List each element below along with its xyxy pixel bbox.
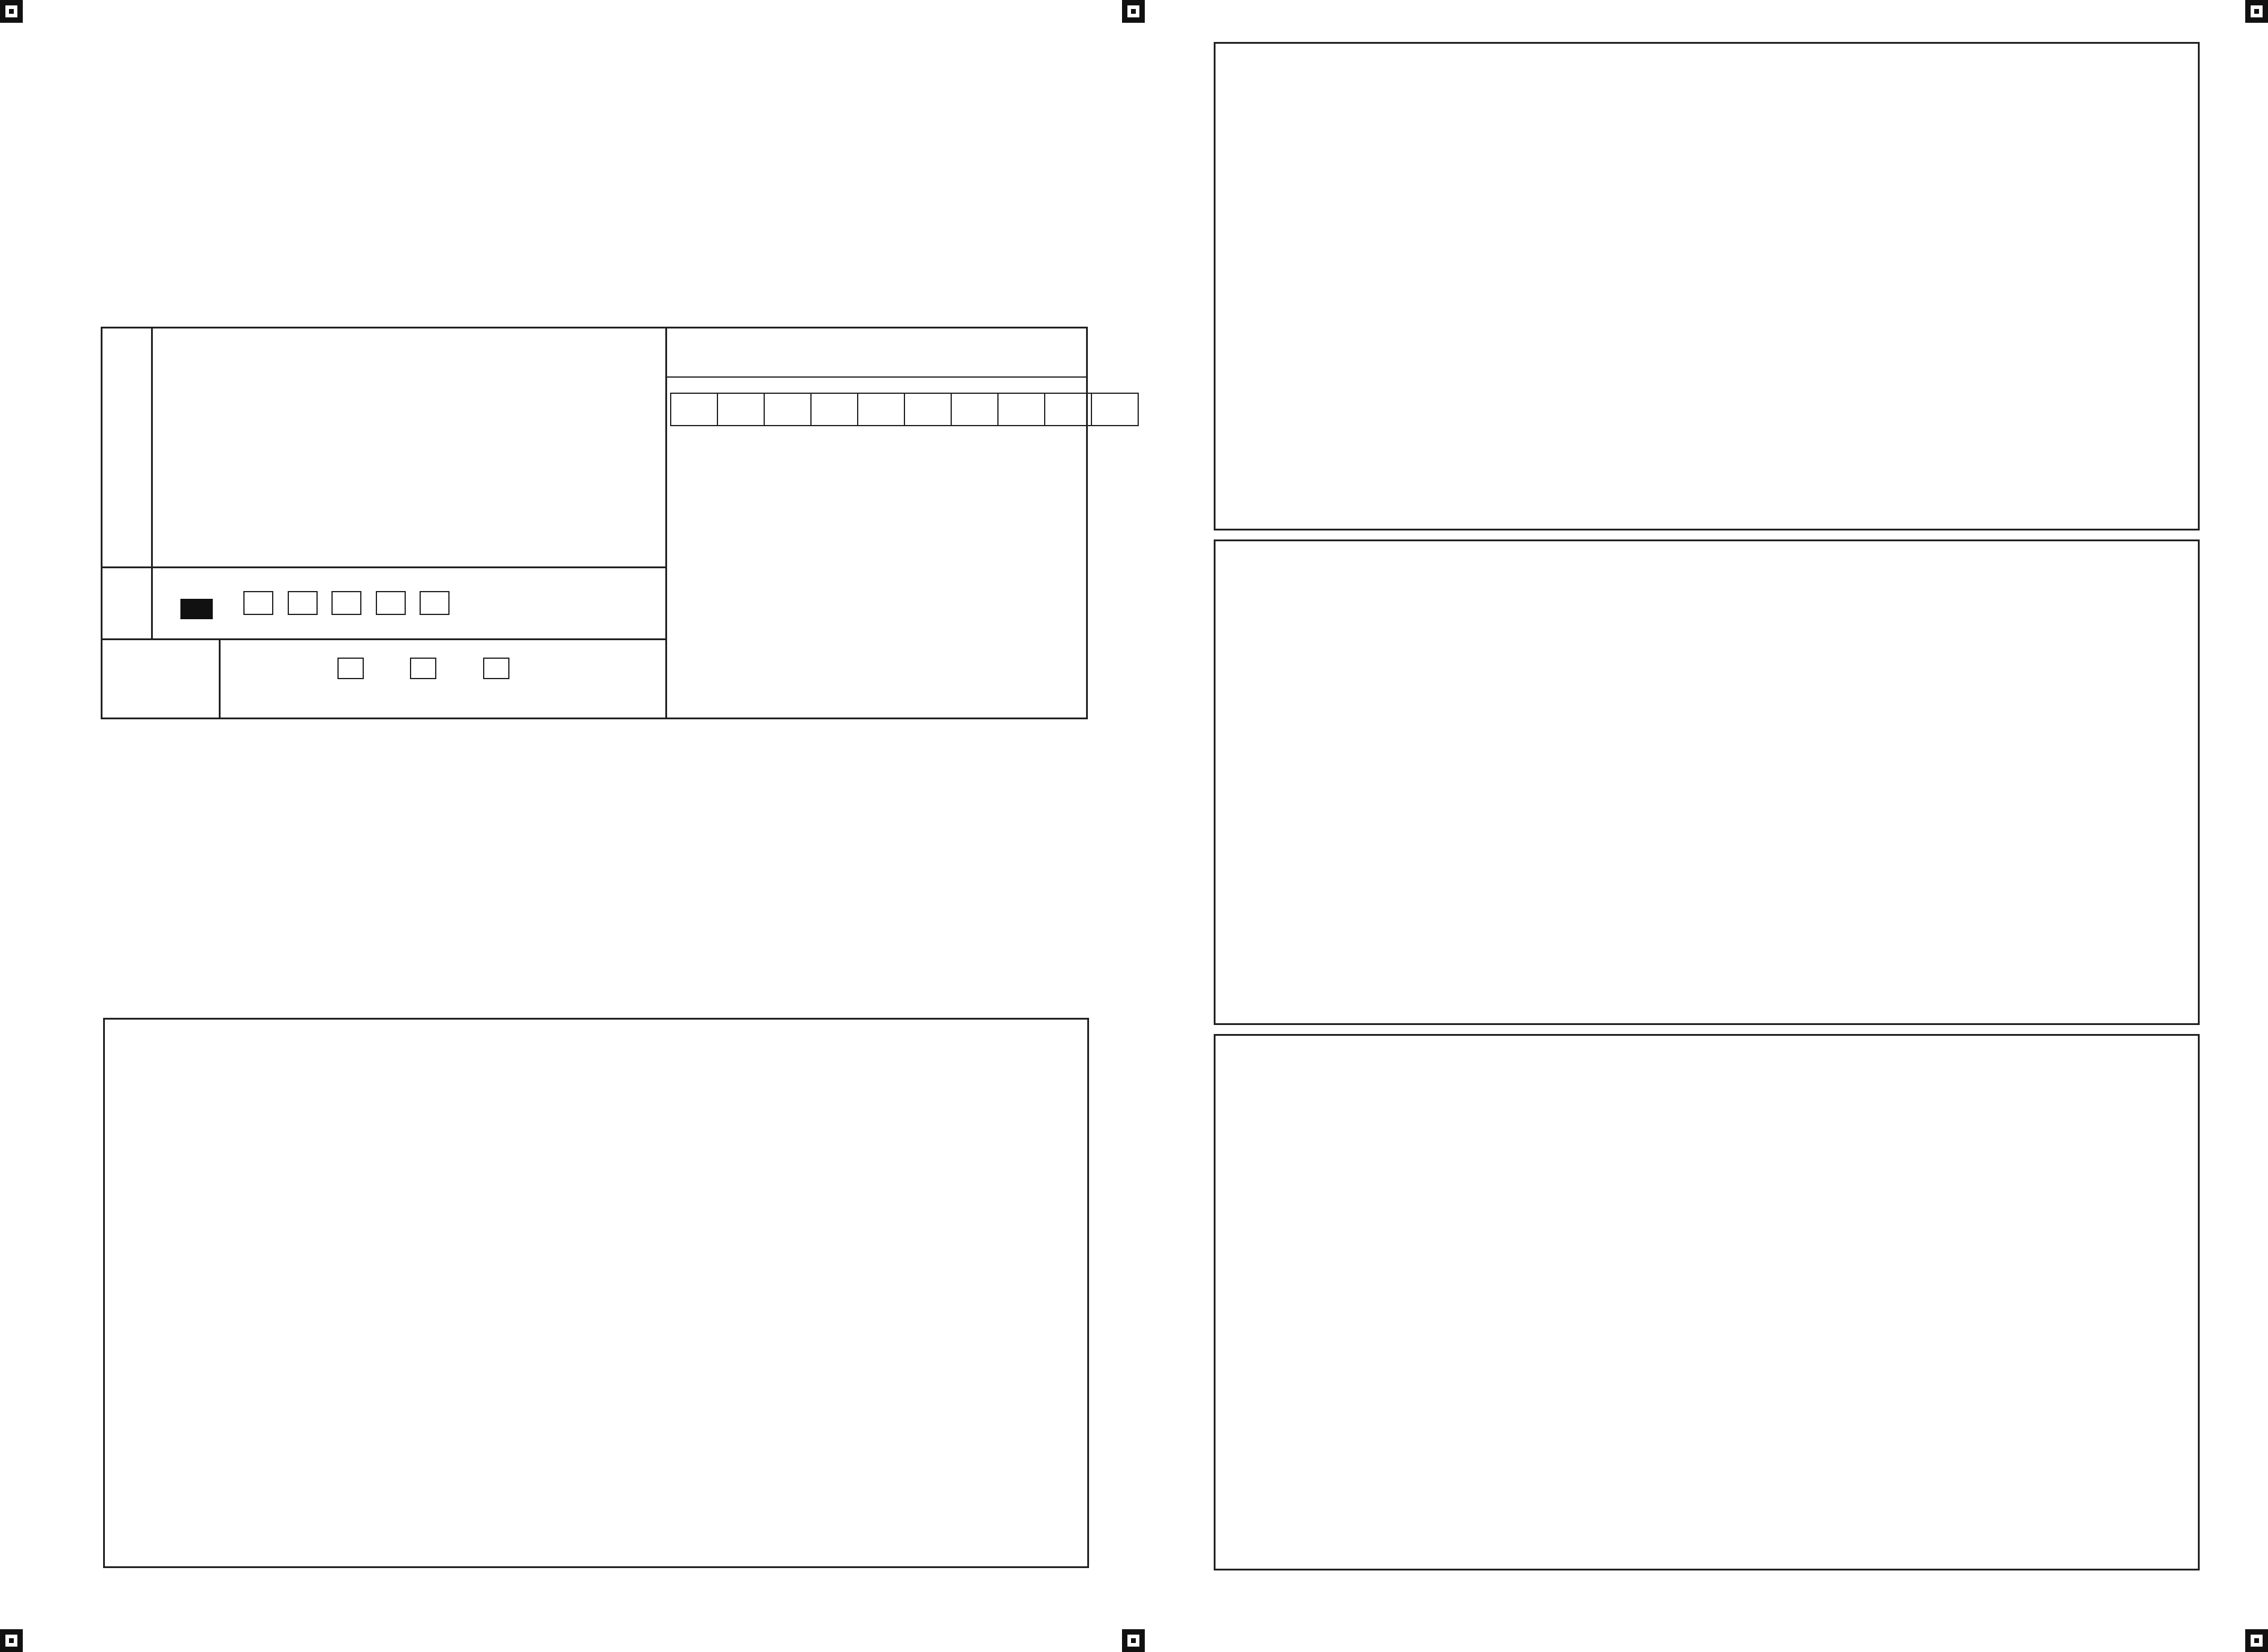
id-digit[interactable] xyxy=(765,394,812,425)
divider xyxy=(219,638,221,719)
wrong-mark xyxy=(376,591,406,615)
corner-marker-top-left xyxy=(0,0,23,23)
student-id-digits xyxy=(670,393,1139,426)
divider xyxy=(665,327,667,719)
id-digit[interactable] xyxy=(1045,394,1092,425)
corner-marker-bottom-left xyxy=(0,1629,23,1652)
divider xyxy=(151,327,153,566)
exam-status-options xyxy=(318,650,529,679)
status-absent-checkbox[interactable] xyxy=(337,658,364,679)
corner-marker-top-right xyxy=(2245,0,2268,23)
status-cheat-checkbox[interactable] xyxy=(410,658,436,679)
id-digit[interactable] xyxy=(1092,394,1139,425)
answer-box-3[interactable] xyxy=(1214,539,2200,1025)
wrong-mark xyxy=(420,591,450,615)
corner-marker-bottom-right xyxy=(2245,1629,2268,1652)
id-digit[interactable] xyxy=(671,394,718,425)
divider xyxy=(101,566,665,568)
answer-box-2[interactable] xyxy=(1214,42,2200,530)
status-violation-checkbox[interactable] xyxy=(483,658,509,679)
corner-marker-bottom-center xyxy=(1122,1629,1145,1652)
id-digit[interactable] xyxy=(952,394,999,425)
wrong-mark xyxy=(288,591,318,615)
id-digit[interactable] xyxy=(858,394,905,425)
fill-examples xyxy=(171,591,450,620)
info-table xyxy=(101,327,1088,719)
id-digit[interactable] xyxy=(812,394,858,425)
divider xyxy=(101,638,665,640)
id-digit[interactable] xyxy=(718,394,765,425)
correct-fill-mark xyxy=(180,599,213,619)
wrong-mark xyxy=(243,591,273,615)
id-digit[interactable] xyxy=(999,394,1045,425)
divider xyxy=(151,566,153,638)
id-digit[interactable] xyxy=(905,394,952,425)
answer-box-1[interactable] xyxy=(103,1018,1089,1568)
answer-box-4[interactable] xyxy=(1214,1034,2200,1570)
wrong-mark xyxy=(331,591,361,615)
corner-marker-top-center xyxy=(1122,0,1145,23)
divider xyxy=(667,376,1087,378)
notes-list xyxy=(163,339,655,355)
